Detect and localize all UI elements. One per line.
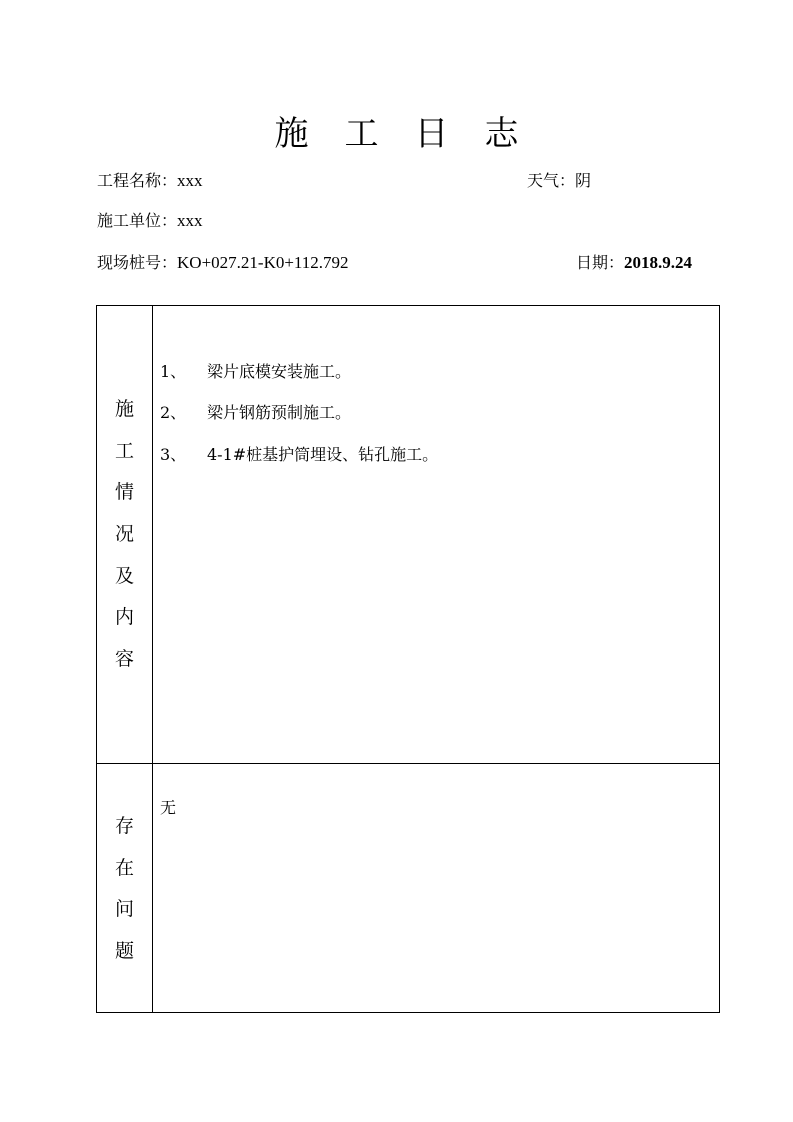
label-char: 及 — [114, 564, 134, 587]
project-name-label: 工程名称： — [97, 171, 178, 190]
project-name-value: xxx — [177, 171, 203, 190]
label-char: 存 — [114, 815, 134, 837]
item-number: 1、 — [160, 362, 187, 381]
label-char: 况 — [114, 523, 134, 546]
weather-label: 天气： — [527, 171, 576, 190]
list-item — [160, 359, 351, 382]
log-table — [96, 305, 720, 1013]
label-char: 内 — [114, 606, 134, 629]
column-divider — [152, 306, 153, 1012]
label-char: 问 — [114, 898, 134, 921]
label-char: 施 — [114, 398, 134, 420]
label-char: 情 — [114, 481, 134, 504]
label-char: 工 — [114, 439, 134, 462]
construction-unit-field — [97, 211, 203, 231]
project-name-field — [97, 171, 203, 191]
construction-unit-label: 施工单位： — [97, 211, 178, 230]
date-label: 日期： — [576, 253, 625, 272]
issues-label — [97, 806, 152, 973]
date-field — [576, 253, 692, 273]
label-char: 容 — [114, 648, 134, 671]
page-title: 施工日志 — [274, 114, 555, 154]
construction-content-label — [97, 389, 152, 681]
item-number: 3、 — [160, 445, 187, 464]
construction-unit-value: xxx — [177, 211, 203, 230]
station-label: 现场桩号： — [97, 253, 178, 272]
weather-field — [527, 171, 591, 191]
date-value: 2018.9.24 — [624, 253, 693, 272]
weather-value: 阴 — [575, 171, 592, 190]
list-item — [160, 400, 351, 423]
item-text: 梁片钢筋预制施工。 — [207, 403, 352, 422]
issues-text: 无 — [160, 798, 177, 817]
item-text: 梁片底模安装施工。 — [207, 362, 352, 381]
label-char: 在 — [114, 856, 134, 879]
station-value: KO+027.21-K0+112.792 — [177, 253, 349, 272]
label-char: 题 — [114, 940, 134, 963]
item-text: 4-1#桩基护筒埋设、钻孔施工。 — [207, 445, 439, 464]
list-item — [160, 442, 438, 465]
item-number: 2、 — [160, 403, 187, 422]
station-field — [97, 253, 349, 273]
row-divider — [97, 763, 719, 764]
